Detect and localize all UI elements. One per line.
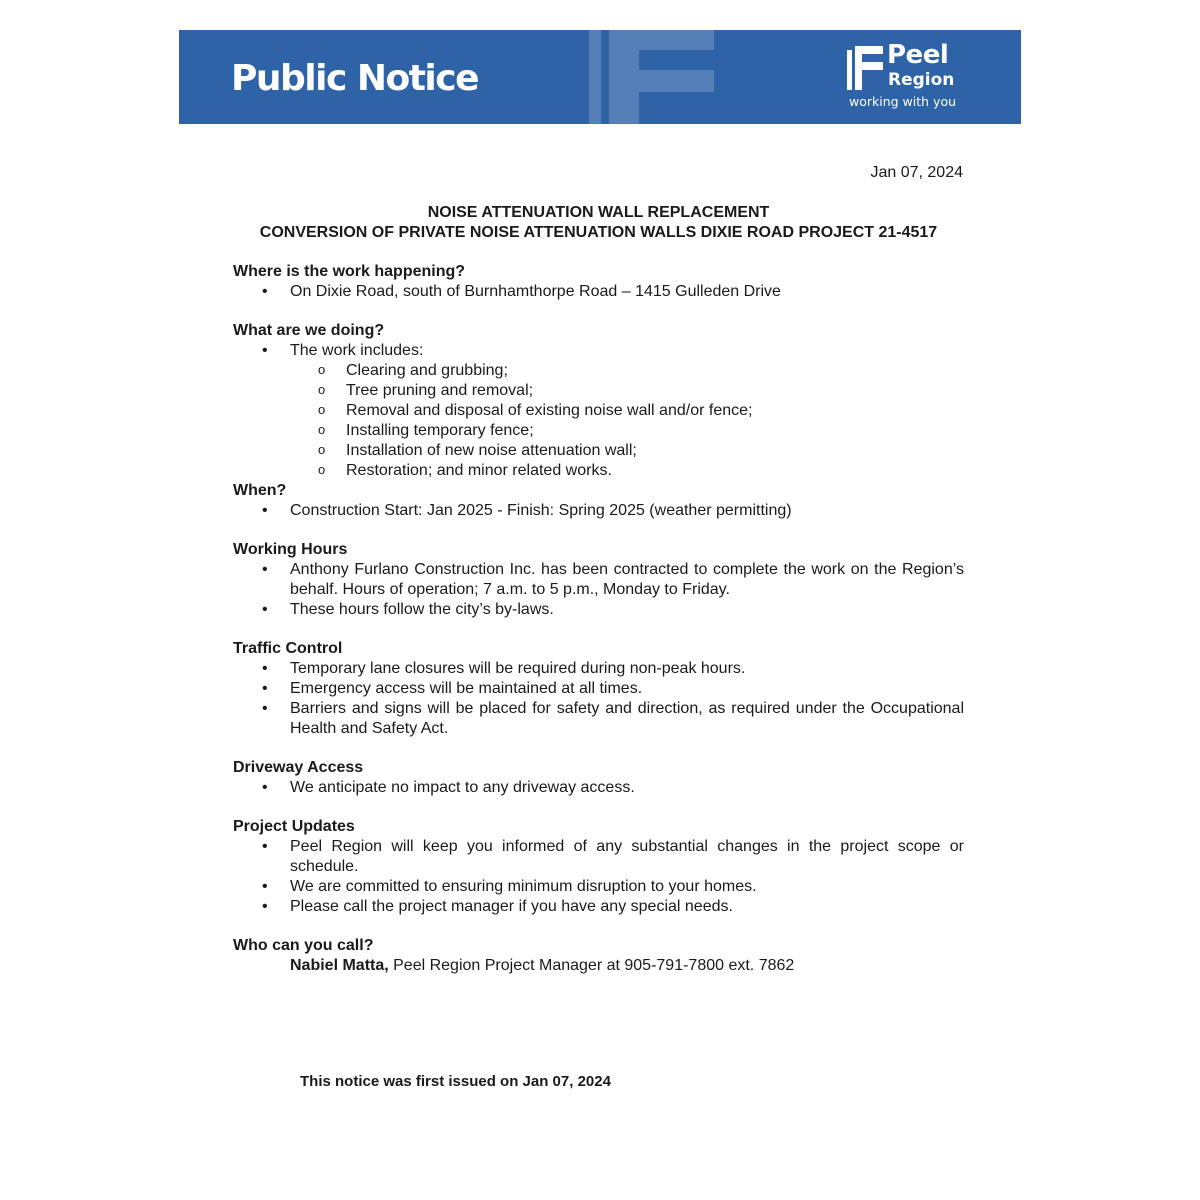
title-line-1: NOISE ATTENUATION WALL REPLACEMENT (427, 204, 770, 221)
section-heading: Project Updates (233, 818, 355, 835)
section-heading: What are we doing? (233, 322, 385, 339)
bullet-list (233, 282, 964, 302)
section-heading: Who can you call? (233, 937, 374, 954)
bullet-list (233, 341, 964, 481)
section-what (233, 321, 964, 481)
bullet-item: • On Dixie Road, south of Burnhamthorpe Road – 1415 Gulleden Drive (290, 282, 964, 302)
notice-date: Jan 07, 2024 (870, 164, 963, 181)
bullet-list (233, 778, 964, 798)
title-line-2: CONVERSION OF PRIVATE NOISE ATTENUATION WALLS DIXIE ROAD PROJECT 21-4517 (259, 224, 938, 241)
bullet-item: • Please call the project manager if you have any special needs. (290, 897, 964, 917)
sub-bullet-item: o Installing temporary fence; (346, 421, 964, 441)
logo-name-region: Region (888, 70, 955, 90)
sub-bullet-item: o Clearing and grubbing; (346, 361, 964, 381)
bullet-item: • Emergency access will be maintained at all times. (290, 679, 964, 699)
sub-bullet-list (290, 361, 964, 481)
sub-bullet-item: o Restoration; and minor related works. (346, 461, 964, 481)
document-title (233, 203, 964, 243)
issued-note: This notice was first issued on Jan 07, 2024 (300, 1073, 611, 1090)
contact-details: Peel Region Project Manager at 905-791-7800 ext. 7862 (388, 957, 795, 974)
bullet-item: • These hours follow the city’s by-laws. (290, 600, 964, 620)
section-heading: Working Hours (233, 541, 348, 558)
section-heading: Driveway Access (233, 759, 364, 776)
notice-body (233, 262, 964, 995)
section-traffic-control (233, 639, 964, 739)
bullet-item: • Barriers and signs will be placed for safety and direction, as required under the Occupational Health and Safety Act. (290, 699, 964, 739)
peel-region-logo (847, 40, 997, 114)
sub-bullet-item: o Removal and disposal of existing noise wall and/or fence; (346, 401, 964, 421)
banner-title: Public Notice (231, 58, 479, 99)
bullet-list (233, 560, 964, 620)
sub-bullet-item: o Tree pruning and removal; (346, 381, 964, 401)
bullet-list (233, 501, 964, 521)
section-project-updates (233, 817, 964, 917)
bullet-list (233, 837, 964, 917)
bullet-item: • Peel Region will keep you informed of any substantial changes in the project scope or schedule. (290, 837, 964, 877)
bullet-item: • Temporary lane closures will be required during non-peak hours. (290, 659, 964, 679)
bullet-item: • Anthony Furlano Construction Inc. has been contracted to complete the work on the Region’s behalf. Hours of operation; 7 a.m. to 5 p.m., Monday to Friday. (290, 560, 964, 600)
contact-line (233, 956, 964, 976)
bullet-item: • We anticipate no impact to any driveway access. (290, 778, 964, 798)
section-working-hours (233, 540, 964, 620)
section-heading: Traffic Control (233, 640, 343, 657)
section-where (233, 262, 964, 302)
watermark-logo-icon (579, 30, 714, 124)
bullet-item (290, 341, 964, 481)
public-notice-banner (179, 30, 1021, 124)
section-contact (233, 936, 964, 976)
contact-name: Nabiel Matta, (290, 957, 389, 974)
sub-bullet-item: o Installation of new noise attenuation wall; (346, 441, 964, 461)
bullet-item: • Construction Start: Jan 2025 - Finish: Spring 2025 (weather permitting) (290, 501, 964, 521)
bullet-list (233, 659, 964, 739)
logo-tagline: working with you (849, 94, 957, 109)
section-heading: Where is the work happening? (233, 263, 466, 280)
peel-region-logo-icon (847, 46, 883, 90)
bullet-text: The work includes: (290, 342, 424, 359)
section-heading: When? (233, 482, 287, 499)
logo-name-peel: Peel (887, 40, 949, 70)
section-when (233, 481, 964, 521)
bullet-item: • We are committed to ensuring minimum disruption to your homes. (290, 877, 964, 897)
section-driveway-access (233, 758, 964, 798)
